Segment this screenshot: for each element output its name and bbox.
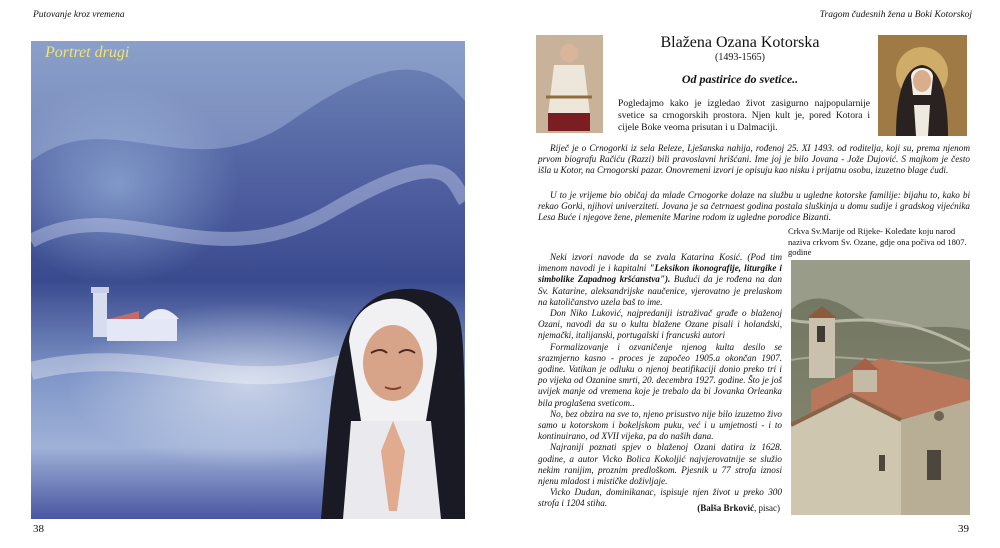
photo-caption: Crkva Sv.Marije od Rijeke- Koleđate koju narod naziva crkvom Sv. Ozane, gdje ona počiva od 1807. godine — [788, 226, 967, 257]
painting-title: Portret drugi — [45, 44, 130, 61]
paragraph-lukovic: Don Niko Luković, najpredaniji istraživač građe o blaženoj Ozani, navodi da su o kultu blažene Ozane pisali i holandski, njemački, italijanski, portugalski i francuski autori — [538, 308, 782, 341]
paragraph-presence: No, bez obzira na sve to, njeno prisustvo nije bilo izuzetno živo samo u kotorskom i bokeljskom puku, već i u umjetnosti - i to kontinuirano, od XVII vijeka, pa do naših dana. — [538, 408, 782, 442]
author-role: , pisac) — [754, 503, 780, 513]
left-running-header: Putovanje kroz vremena — [33, 10, 125, 20]
left-page-number: 38 — [33, 523, 44, 535]
right-page-number: 39 — [958, 523, 969, 535]
church-drawing — [91, 287, 179, 341]
author-signature — [640, 503, 780, 513]
lexicon-title: "Leksikon ikonografije, liturgike i simbolike Zapadnog kršćanstva"). — [538, 263, 782, 285]
text-column — [538, 252, 782, 510]
paragraph-origin: Riječ je o Crnogorki iz sela Releze, Lješanska nahija, rođenoj 25. XI 1493. od roditelja, koji su, prema njenom prvom biografu Račiću (Razzi) bili pravoslavni hrišćani. Ime joj je bilo Jovana - Jože Dujović. S majkom je često išla u Kotor, na Crnogorski pazar. Onovremeni izvori je opisuju kao nisku i prijatnu osobu, izuzetno blage ćudi. — [538, 143, 970, 176]
shepherdess-icon-image — [536, 35, 603, 133]
right-running-header: Tragom čudesnih žena u Boki Kotorskoj — [819, 10, 972, 20]
portrait-painting — [31, 41, 465, 519]
intro-paragraph: Pogledajmo kako je izgledao život zasigurno najpopularnije svetice sa crnogorskih prostora. Njen kult je, pored Kotora i cijele Boke veoma prisutan i u Dalmaciji. — [618, 98, 870, 133]
nun-figure — [321, 289, 465, 519]
article-subtitle: Od pastirice do svetice.. — [681, 72, 799, 86]
church-photograph — [791, 260, 970, 515]
painting-artwork — [31, 41, 465, 519]
article-title: Blažena Ozana Kotorska — [660, 34, 820, 51]
article-years: (1493-1565) — [715, 52, 765, 63]
paragraph-service: U to je vrijeme bio običaj da mlade Crnogorke dolaze na službu u ugledne kotorske familije: bijahu to, kako bi rekao Gorki, njihovi univerziteti. Jovana je sa četrnaest godina postala sluškinja u domu sudije i gradskog vijećnika Lesa Buće i njegove žene, plemenite Marine rodom iz ugledne porodice Bizanti. — [538, 190, 970, 223]
paragraph-name-end: Budući da je rođena na dan Sv. Katarine, aleksandrijske naučenice, vjerovatno je prelaskom na katoličanstvo uzela baš to ime. — [538, 274, 782, 307]
paragraph-name — [538, 252, 782, 308]
paragraph-dudan: Vicko Dudan, dominikanac, ispisuje njen život u preko 300 strofa i 1204 stiha. — [538, 487, 782, 509]
saint-ozana-icon-image — [878, 35, 967, 136]
paragraph-beatification: Formalizovanje i ozvaničenje njenog kulta desilo se srazmjerno kasno - proces je započeo 1905.a okončan 1907. godine. Vatikan je odluku o njenoj beatifikaciji donio preko tri i po vijeka od Ozanine smrti, 20. decembra 1927. godine. Što je još uvijek manje od vremena koje je trebalo da bi Jovanka Orleanka bila proglašena sveticom.. — [538, 341, 782, 408]
paragraph-earliest-poem: Najraniji poznati spjev o blaženoj Ozani datira iz 1628. godine, a autor Vicko Bolica Kokoljić najvjerovatnije se služio nekim ranijim, proznim predloškom. Pjesnik u 77 strofa iznosi njenu mladost i mističke doživljaje. — [538, 442, 782, 487]
paragraph-name-start: Neki izvori navode da se zvala Katarina Kosić. (Pod tim imenom navodi je i kapitalni — [538, 252, 782, 274]
author-name: (Balša Brković — [697, 503, 754, 513]
